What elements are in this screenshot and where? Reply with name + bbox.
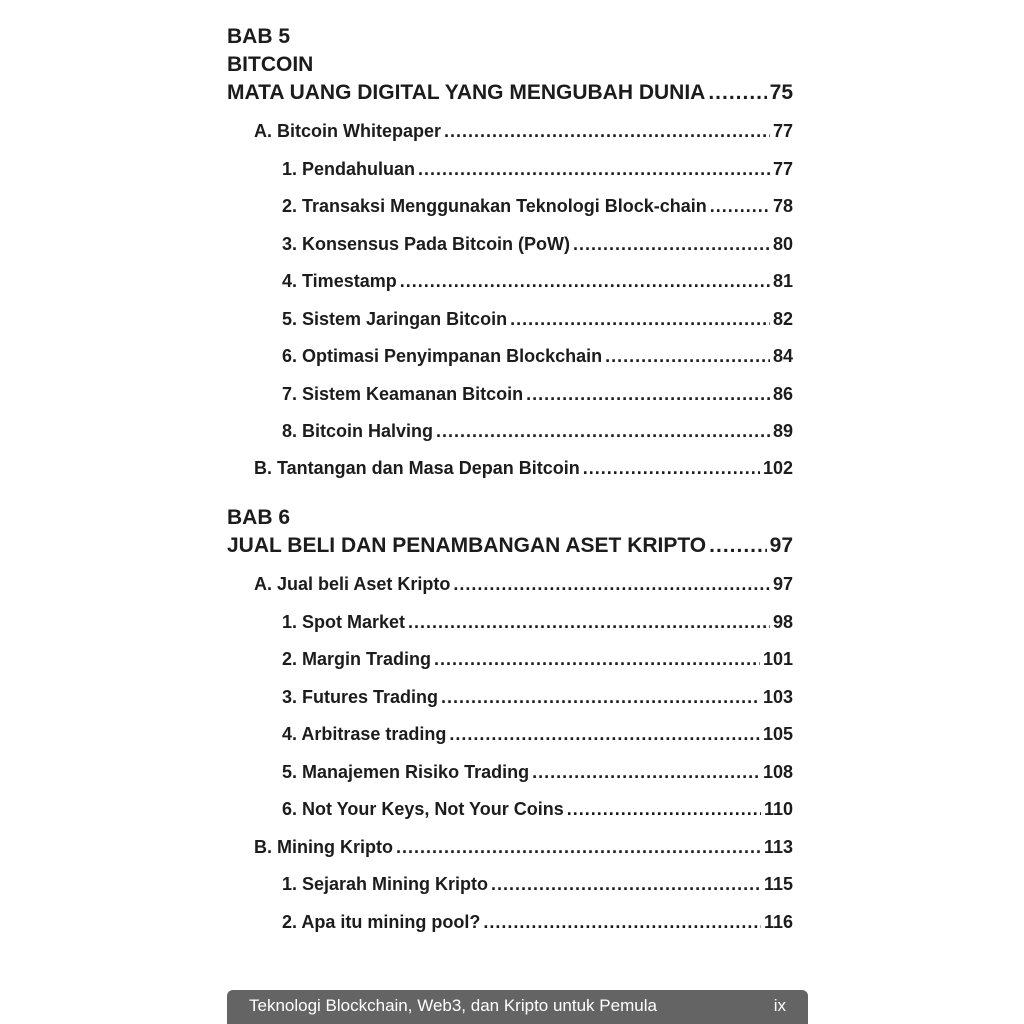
dot-leader — [441, 683, 760, 711]
toc-entry-page: 97 — [772, 574, 793, 594]
dot-leader — [573, 230, 770, 258]
dot-leader — [418, 155, 770, 183]
toc-entry-page: 89 — [772, 421, 793, 441]
toc-entry-subsection[interactable] — [282, 380, 793, 408]
page-footer — [227, 990, 808, 1024]
toc-entry-subsection[interactable] — [282, 908, 793, 936]
chapter-title-line: BITCOIN — [227, 53, 314, 76]
toc-entry-page: 81 — [772, 271, 793, 291]
dot-leader — [449, 720, 760, 748]
dot-leader — [453, 570, 770, 598]
toc-entry-page: 78 — [772, 196, 793, 216]
toc-entry-title: 1. Pendahuluan — [282, 159, 416, 179]
dot-leader — [710, 192, 770, 220]
toc-entry-subsection[interactable] — [282, 758, 793, 786]
toc-entry-page: 86 — [772, 384, 793, 404]
toc-entry-title: A. Bitcoin Whitepaper — [254, 121, 442, 141]
toc-entry-section[interactable] — [254, 117, 793, 145]
toc-entry-subsection[interactable] — [282, 683, 793, 711]
toc-entry-title: 2. Margin Trading — [282, 649, 432, 669]
toc-entry-page: 82 — [772, 309, 793, 329]
dot-leader — [400, 267, 770, 295]
dot-leader — [491, 870, 761, 898]
dot-leader — [396, 833, 761, 861]
dot-leader — [583, 454, 760, 482]
toc-entry-title: 1. Sejarah Mining Kripto — [282, 874, 489, 894]
toc-entry-title: 3. Futures Trading — [282, 687, 439, 707]
footer-page-number: ix — [773, 996, 786, 1015]
dot-leader — [444, 117, 770, 145]
toc-entry-title: 5. Sistem Jaringan Bitcoin — [282, 309, 508, 329]
toc-entry-title: 5. Manajemen Risiko Trading — [282, 762, 530, 782]
toc-entry-page: 84 — [772, 346, 793, 366]
toc-entry-subsection[interactable] — [282, 267, 793, 295]
toc-entry-subsection[interactable] — [282, 417, 793, 445]
toc-entry-page: 113 — [763, 837, 793, 857]
dot-leader — [708, 79, 766, 107]
dot-leader — [526, 380, 770, 408]
toc-entry-page: 77 — [772, 121, 793, 141]
toc-entry-subsection[interactable] — [282, 645, 793, 673]
toc-entry-section[interactable] — [254, 454, 793, 482]
toc-entry-title: 2. Transaksi Menggunakan Teknologi Block-chain — [282, 196, 707, 216]
toc-entry-title: 6. Optimasi Penyimpanan Blockchain — [282, 346, 603, 366]
toc-entry-title: A. Jual beli Aset Kripto — [254, 574, 451, 594]
toc-entry-page: 110 — [763, 799, 793, 819]
toc-entry-chapter[interactable] — [227, 532, 793, 560]
toc-entry-title: 8. Bitcoin Halving — [282, 421, 434, 441]
dot-leader — [436, 417, 770, 445]
toc-entry-title: 6. Not Your Keys, Not Your Coins — [282, 799, 564, 819]
toc-entry-page: 105 — [762, 724, 793, 744]
toc-entry-page: 101 — [762, 649, 793, 669]
toc-entry-title: MATA UANG DIGITAL YANG MENGUBAH DUNIA — [227, 81, 706, 104]
chapter-label: BAB 5 — [227, 25, 291, 48]
toc-entry-title: 3. Konsensus Pada Bitcoin (PoW) — [282, 234, 571, 254]
toc-entry-subsection[interactable] — [282, 608, 793, 636]
toc-entry-title: 7. Sistem Keamanan Bitcoin — [282, 384, 524, 404]
toc-entry-page: 108 — [762, 762, 793, 782]
toc-entry-subsection[interactable] — [282, 720, 793, 748]
toc-entry-section[interactable] — [254, 833, 793, 861]
toc-entry-subsection[interactable] — [282, 795, 793, 823]
toc-entry-page: 103 — [762, 687, 793, 707]
toc-entry-page: 80 — [772, 234, 793, 254]
chapter-label: BAB 6 — [227, 506, 291, 529]
toc-entry-title: 4. Arbitrase trading — [282, 724, 447, 744]
dot-leader — [483, 908, 761, 936]
dot-leader — [567, 795, 761, 823]
footer-book-title: Teknologi Blockchain, Web3, dan Kripto untuk Pemula — [249, 996, 657, 1015]
toc-entry-page: 115 — [763, 874, 793, 894]
toc-entry-page: 75 — [769, 81, 793, 104]
dot-leader — [510, 305, 770, 333]
toc-entry-page: 77 — [772, 159, 793, 179]
dot-leader — [408, 608, 770, 636]
toc-entry-page: 116 — [763, 912, 793, 932]
toc-entry-subsection[interactable] — [282, 192, 793, 220]
toc-entry-title: 4. Timestamp — [282, 271, 397, 291]
toc-entry-section[interactable] — [254, 570, 793, 598]
toc-entry-title: JUAL BELI DAN PENAMBANGAN ASET KRIPTO — [227, 534, 707, 557]
toc-entry-subsection[interactable] — [282, 230, 793, 258]
toc-entry-page: 98 — [772, 612, 793, 632]
toc-entry-title: 2. Apa itu mining pool? — [282, 912, 481, 932]
toc-entry-title: 1. Spot Market — [282, 612, 406, 632]
toc-entry-page: 97 — [769, 534, 793, 557]
dot-leader — [434, 645, 760, 673]
toc-entry-subsection[interactable] — [282, 870, 793, 898]
toc-entry-page: 102 — [762, 458, 793, 478]
dot-leader — [532, 758, 760, 786]
toc-entry-subsection[interactable] — [282, 305, 793, 333]
toc-entry-title: B. Tantangan dan Masa Depan Bitcoin — [254, 458, 580, 478]
dot-leader — [709, 532, 766, 560]
toc-entry-title: B. Mining Kripto — [254, 837, 393, 857]
dot-leader — [605, 342, 770, 370]
toc-entry-chapter[interactable] — [227, 79, 793, 107]
toc-entry-subsection[interactable] — [282, 342, 793, 370]
toc-entry-subsection[interactable] — [282, 155, 793, 183]
